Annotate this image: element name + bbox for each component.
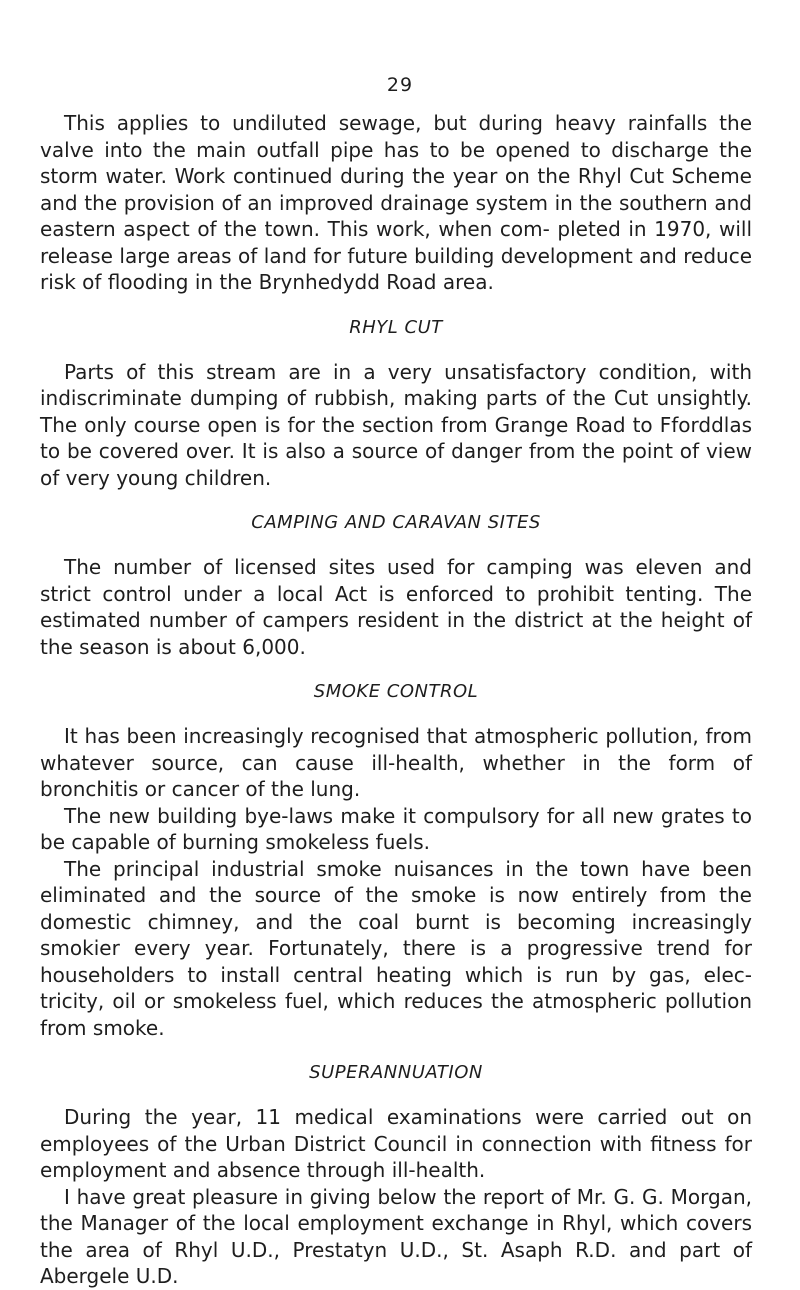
intro-paragraph: This applies to undiluted sewage, but during heavy rainfalls the valve into the main outfall pipe has to be opened to discharge the storm water. Work continued during the year on the Rhyl Cut Scheme and the provision of an improved drainage system in the southern and eastern aspect of the town. This work, when com- pleted in 1970, will release large areas of land for future building development and reduce risk of flooding in the Brynhedydd Road area.: [40, 111, 752, 294]
smoke-control-paragraph-1: It has been increasingly recognised that atmospheric pollution, from whatever source, can cause ill-health, whether in the form of bronchitis or cancer of the lung.: [40, 724, 752, 801]
smoke-control-paragraph-3: The principal industrial smoke nuisances in the town have been eliminated and the source of the smoke is now entirely from the domestic chimney, and the coal burnt is becoming increasingly smokier every year. Fortunately, there is a progressive trend for householders to install central heating which is run by gas, elec- tricity, oil or smokeless fuel, which reduces the atmospheric pollution from smoke.: [40, 856, 752, 1040]
page-number: 29: [386, 74, 414, 96]
superannuation-paragraph-2: I have great pleasure in giving below the report of Mr. G. G. Morgan, the Manager of the local employment exchange in Rhyl, which covers the area of Rhyl U.D., Prestatyn U.D., St. Asaph R.D. and part of Abergele U.D.: [40, 1184, 752, 1288]
document-body: [40, 110, 752, 1290]
heading-camping-caravan-sites: CAMPING AND CARAVAN SITES: [251, 512, 541, 533]
superannuation-paragraph-1: During the year, 11 medical examinations were carried out on employees of the Urban District Council in connection with fitness for employment and absence through ill-health.: [40, 1105, 752, 1182]
heading-smoke-control: SMOKE CONTROL: [313, 681, 479, 702]
heading-superannuation: SUPERANNUATION: [309, 1062, 483, 1083]
rhyl-cut-paragraph: Parts of this stream are in a very unsatisfactory condition, with indiscriminate dumping of rubbish, making parts of the Cut unsightly. The only course open is for the section from Grange Road to Fforddlas to be covered over. It is also a source of danger from the point of view of very young children.: [40, 359, 752, 490]
smoke-control-paragraph-2: The new building bye-laws make it compulsory for all new grates to be capable of burning smokeless fuels.: [40, 803, 752, 854]
camping-paragraph: The number of licensed sites used for camping was eleven and strict control under a local Act is enforced to prohibit tenting. The estimated number of campers resident in the district at the height of the season is about 6,000.: [40, 555, 752, 659]
heading-rhyl-cut: RHYL CUT: [349, 316, 443, 338]
